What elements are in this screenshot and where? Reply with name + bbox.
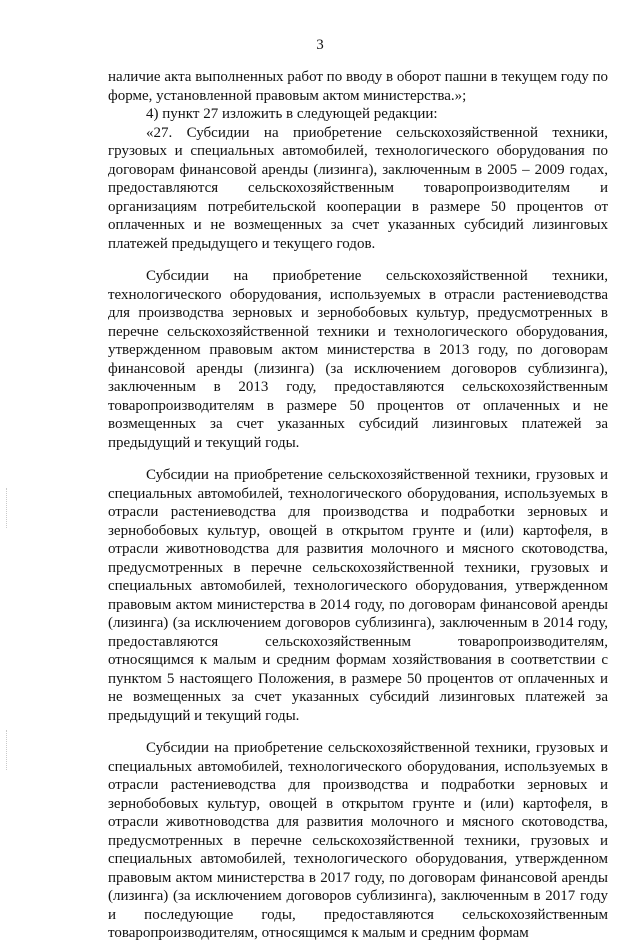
scan-margin-mark: [6, 730, 11, 770]
paragraph-amendment-item: 4) пункт 27 изложить в следующей редакции:: [146, 106, 438, 122]
scan-margin-mark: [6, 488, 11, 528]
page-number: 3: [316, 37, 324, 53]
paragraph-subsidy-2017: Субсидии на приобретение сельскохозяйственной техники, грузовых и специальных автомобилей, технологического оборудования, используемых в отрасли растениеводства для производства и подработки зерновых и зернобобовых культур, овощей в открытом грунте и (или) картофеля, в отрасли животноводства для развития молочного и мясного скотоводства, предусмотренных в перечне сельскохозяйственной техники, грузовых и специальных автомобилей, технологического оборудования, утвержденном правовым актом министерства в 2017 году, по договорам финансовой аренды (лизинга) (за исключением договоров сублизинга), заключенным в 2017 году и последующие годы, предоставляются сельскохозяйственным товаропроизводителям, относящимся к малым и средним формам: [108, 740, 608, 941]
paragraph-point-27: «27. Субсидии на приобретение сельскохозяйственной техники, грузовых и специальных автомобилей, технологического оборудования по договорам финансовой аренды (лизинга), заключенным в 2005 – 2009 годах, предоставляются сельскохозяйственным товаропроизводителям и организациям потребительской кооперации в размере 50 процентов от оплаченных и не возмещенных за счет указанных субсидий лизинговых платежей предыдущего и текущего годов.: [108, 124, 608, 252]
paragraph-continuation: наличие акта выполненных работ по вводу в оборот пашни в текущем году по форме, установленной правовым актом министерства.»;: [108, 69, 608, 104]
paragraph-subsidy-2013: Субсидии на приобретение сельскохозяйственной техники, технологического оборудования, используемых в отрасли растениеводства для производства зерновых и зернобобовых культур, предусмотренных в перечне сельскохозяйственной техники и технологического оборудования, утвержденном правовым актом министерства в 2013 году, по договорам финансовой аренды (лизинга) (за исключением договоров сублизинга), заключенным в 2013 году, предоставляются сельскохозяйственным товаропроизводителям в размере 50 процентов от оплаченных и не возмещенных за счет указанных субсидий лизинговых платежей за предыдущий и текущий годы.: [108, 268, 608, 451]
paragraph-subsidy-2014: Субсидии на приобретение сельскохозяйственной техники, грузовых и специальных автомобилей, технологического оборудования, используемых в отрасли растениеводства для производства и подработки зерновых и зернобобовых культур, овощей в открытом грунте и (или) картофеля, в отрасли животноводства для развития молочного и мясного скотоводства, предусмотренных в перечне сельскохозяйственной техники, грузовых и специальных автомобилей, технологического оборудования, утвержденном правовым актом министерства в 2014 году, по договорам финансовой аренды (лизинга) (за исключением договоров сублизинга), заключенным в 2014 году, предоставляются сельскохозяйственным товаропроизводителям, относящимся к малым и средним формам хозяйствования в соответствии с пунктом 5 настоящего Положения, в размере 50 процентов от оплаченных и не возмещенных за счет указанных субсидий лизинговых платежей за предыдущий и текущий годы.: [108, 467, 608, 724]
document-body: [108, 68, 608, 943]
